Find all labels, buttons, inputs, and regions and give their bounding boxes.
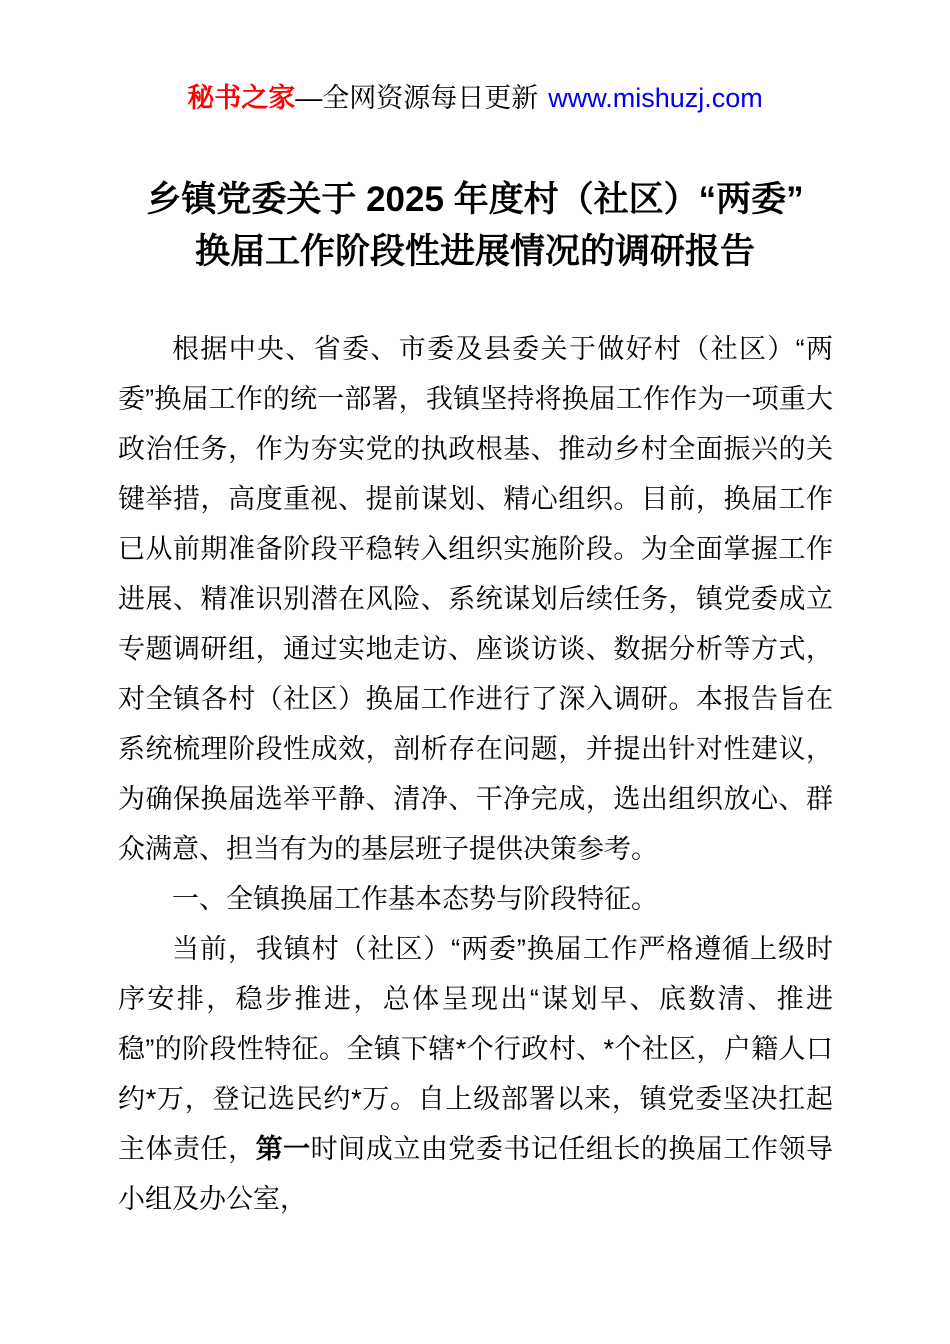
document-title <box>0 174 950 278</box>
document-title-line2: 换届工作阶段性进展情况的调研报告 <box>194 232 755 271</box>
paragraph-current-status-text-1: 当前，我镇村（社区）“两委”换届工作严格遵循上级时序安排，稳步推进，总体呈现出“谋划早、底数清、推进稳”的阶段性特征。全镇下辖*个行政村、*个社区，户籍人口约*万，登记选民约*万。自上级部署以来，镇党委坚决扛起主体责任， <box>118 934 833 1164</box>
site-tagline: —全网资源每日更新 <box>295 83 539 113</box>
site-header <box>0 0 950 116</box>
paragraph-intro: 根据中央、省委、市委及县委关于做好村（社区）“两委”换届工作的统一部署，我镇坚持将换届工作作为一项重大政治任务，作为夯实党的执政根基、推动乡村全面振兴的关键举措，高度重视、提前谋划、精心组织。目前，换届工作已从前期准备阶段平稳转入组织实施阶段。为全面掌握工作进展、精准识别潜在风险、系统谋划后续任务，镇党委成立专题调研组，通过实地走访、座谈访谈、数据分析等方式，对全镇各村（社区）换届工作进行了深入调研。本报告旨在系统梳理阶段性成效，剖析存在问题，并提出针对性建议，为确保换届选举平静、清净、干净完成，选出组织放心、群众满意、担当有为的基层班子提供决策参考。 <box>118 334 833 864</box>
bold-emphasis-diyi: 第一 <box>255 1134 311 1164</box>
site-url-link[interactable]: www.mishuzj.com <box>548 83 763 113</box>
document-title-line1: 乡镇党委关于 2025 年度村（社区）“两委” <box>146 180 804 219</box>
document-body <box>118 324 833 1224</box>
paragraph-current-status <box>118 924 833 1224</box>
site-brand: 秘书之家 <box>187 83 296 113</box>
paragraph-current-status-text-2: 时间成立由党委书记任组长的换届工作领导小组及办公室， <box>118 1134 834 1214</box>
section-heading-1: 一、全镇换届工作基本态势与阶段特征。 <box>172 884 658 914</box>
